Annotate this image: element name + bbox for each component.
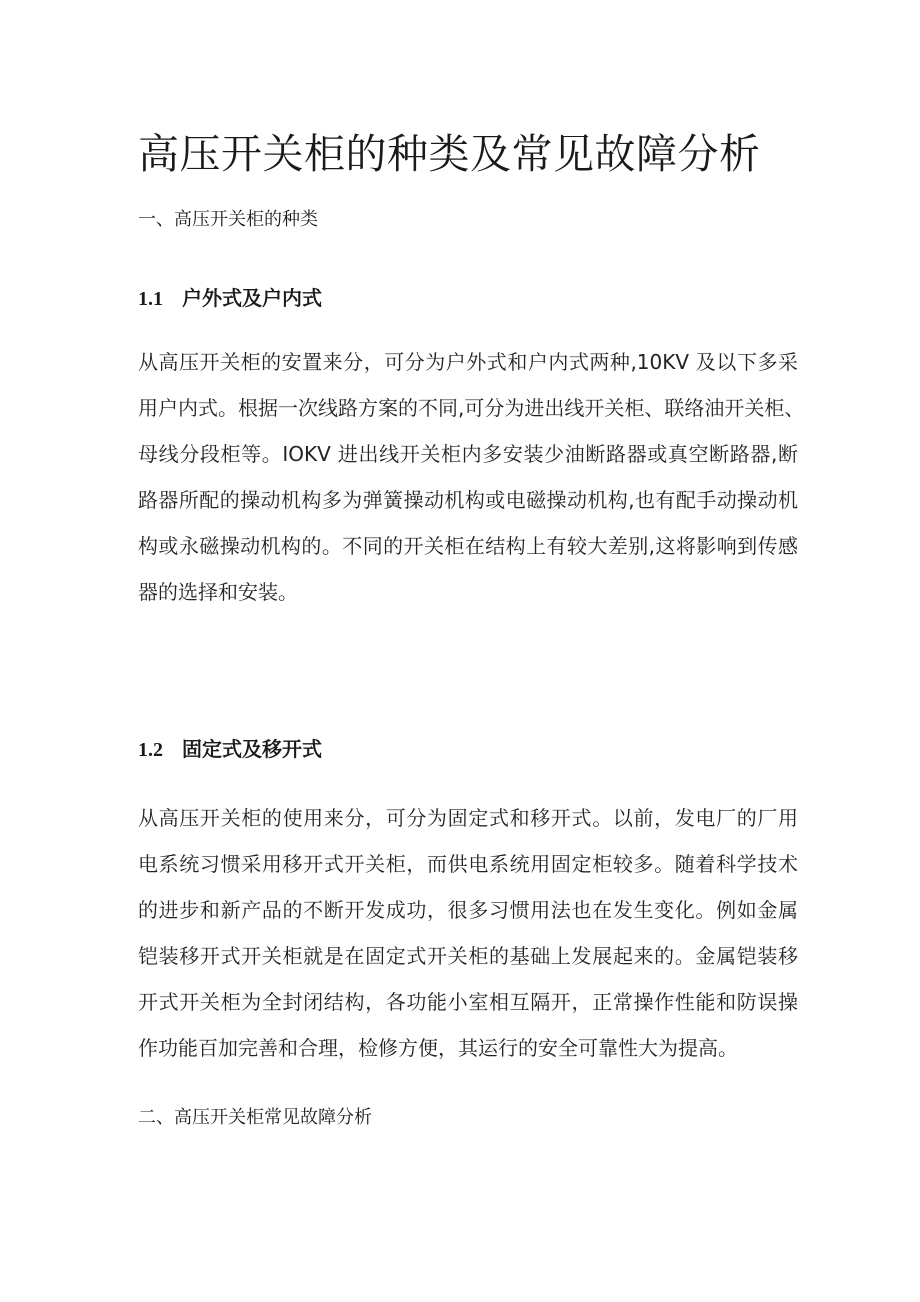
text-line: 构或永磁操动机构的。不同的开关柜在结构上有较大差别,这将影响到传感 (138, 534, 798, 558)
subsection-heading-1-2 (138, 735, 322, 764)
text-line: 电系统习惯采用移开式开关柜，而供电系统用固定柜较多。随着科学技术 (138, 852, 798, 876)
subsection-number: 1.1 (138, 288, 163, 310)
text-line: 从高压开关柜的安置来分，可分为户外式和户内式两种,10KV 及以下多采 (138, 350, 798, 374)
text-line: 的进步和新产品的不断开发成功，很多习惯用法也在发生变化。例如金属 (138, 898, 798, 922)
text-line: 母线分段柜等。IOKV 进出线开关柜内多安装少油断路器或真空断路器,断 (138, 442, 798, 466)
subsection-title: 固定式及移开式 (182, 737, 322, 761)
text-line: 从高压开关柜的使用来分，可分为固定式和移开式。以前，发电厂的厂用 (138, 806, 798, 830)
subsection-title: 户外式及户内式 (182, 286, 322, 310)
paragraph-1-2 (138, 795, 798, 1071)
section-heading-1: 一、高压开关柜的种类 (138, 209, 318, 230)
document-title: 高压开关柜的种类及常见故障分析 (138, 130, 761, 178)
text-line: 路器所配的操动机构多为弹簧操动机构或电磁操动机构,也有配手动操动机 (138, 488, 798, 512)
text-line: 开式开关柜为全封闭结构，各功能小室相互隔开，正常操作性能和防误操 (138, 990, 798, 1014)
subsection-number: 1.2 (138, 739, 163, 761)
section-heading-2: 二、高压开关柜常见故障分析 (138, 1107, 372, 1128)
subsection-heading-1-1 (138, 284, 322, 313)
text-line: 铠装移开式开关柜就是在固定式开关柜的基础上发展起来的。金属铠装移 (138, 944, 798, 968)
text-line: 器的选择和安装。 (138, 580, 298, 604)
text-line: 作功能百加完善和合理，检修方便，其运行的安全可靠性大为提高。 (138, 1036, 738, 1060)
paragraph-1-1 (138, 339, 805, 615)
text-line: 用户内式。根据一次线路方案的不同,可分为进出线开关柜、联络油开关柜、 (138, 396, 805, 420)
